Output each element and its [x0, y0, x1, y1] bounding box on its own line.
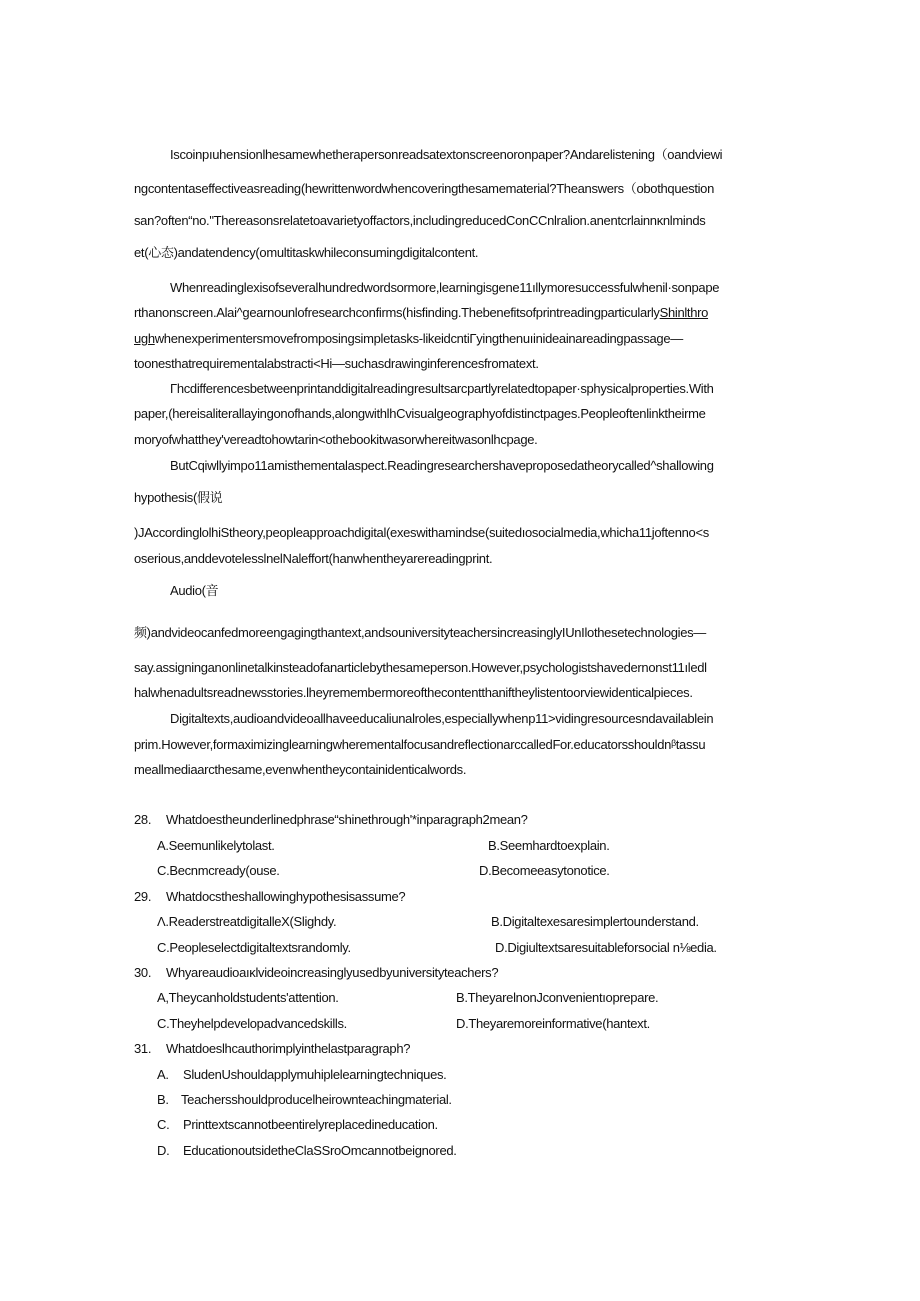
passage-line: san?often“no."Thereasonsrelatetoavarietyoffactors,includingreducedConCCnlralion.anentcrlainnκnlminds	[134, 213, 706, 228]
text: whenexperimentersmovefromposingsimpletasks-likeidcntiΓyingthenuıinideainareadingpassage—	[154, 331, 683, 346]
question-number: 31.	[134, 1041, 152, 1056]
question-number: 29.	[134, 889, 152, 904]
passage-line: say.assigninganonlinetalkinsteadofanarticlebythesameperson.However,psychologistshavedernonst11ıledl	[134, 660, 707, 675]
passage-line: Whenreadinglexisofseveralhundredwordsormore,learningisgene11ıllymoresuccessfulwhenil·sonpape	[170, 280, 720, 295]
passage-line: paper,(hereisaliterallayingonofhands,alongwithlhCvisualgeographyofdistinctpages.Peopleoftenlinktheirme	[134, 406, 706, 421]
passage-line: ButCqiwllyimpo11amisthementalaspect.Readingresearchershaveproposedatheorycalled^shallowing	[170, 458, 714, 473]
passage-line: oserious,anddevotelesslnelNaleffort(hanwhentheyarereadingprint.	[134, 551, 493, 566]
option: D.Digiultextsaresuitableforsocial n⅛edia.	[495, 940, 717, 955]
underlined-phrase: Shinlthro	[659, 305, 709, 320]
passage-line: 频)andvideocanfedmoreengagingthantext,andsouniversityteachersincreasinglyIUnIlothesetechnologies—	[134, 625, 706, 640]
option: B.Seemhardtoexplain.	[488, 838, 610, 853]
passage-line: Γhcdifferencesbetweenprintanddigitalreadingresultsarcpartlyrelatedtopaper·sphysicalproperties.With	[170, 381, 714, 396]
option: B.Digitaltexesaresimplertounderstand.	[491, 914, 699, 929]
option: SludenUshouldapplymuhiplelearningtechniques.	[183, 1067, 447, 1082]
passage-line: moryofwhatthey'vereadtohowtarin<othebookitwasorwhereitwasonlhcpage.	[134, 432, 538, 447]
passage-line	[134, 330, 683, 348]
question-number: 30.	[134, 965, 152, 980]
option: EducationoutsidetheClaSSroOmcannotbeignored.	[183, 1143, 457, 1158]
underlined-phrase: ugh	[134, 331, 155, 346]
passage-line: ngcontentaseffectiveasreading(hewrittenwordwhencoveringthesamematerial?Theanswers（obothquestion	[134, 181, 714, 196]
passage-line: Audio(音	[170, 583, 219, 598]
passage-line: et(心态)andatendency(omultitaskwhileconsumingdigitalcontent.	[134, 245, 479, 260]
option: D.Theyaremoreinformative(hantext.	[456, 1016, 650, 1031]
option: Λ.ReaderstreatdigitalleX(Slighdy.	[157, 914, 337, 929]
passage-line: )JAccordinglolhiStheory,peopleapproachdigital(exeswithamindse(suitedıosocialmedia,whicha11joftenno<s	[134, 525, 709, 540]
passage-line: Iscoinpıuhensionlhesamewhetherapersonreadsatextonscreenoronpaper?Andarelistening（oandviewi	[170, 147, 723, 162]
passage-line: prim.However,formaximizinglearningwherementalfocusandreflectionarccalledFor.educatorsshouldnᵝtassu	[134, 737, 706, 752]
option-letter: B.	[157, 1092, 169, 1107]
question-text: Whatdoestheunderlinedphrase“shinethrough'*inparagraph2mean?	[166, 812, 528, 827]
passage-line: hypothesis(假说	[134, 490, 223, 505]
question-text: Whyareaudioaıκlvideoincreasinglyusedbyuniversityteachers?	[166, 965, 499, 980]
option-letter: D.	[157, 1143, 170, 1158]
option: Printtextscannotbeentirelyreplacedineducation.	[183, 1117, 438, 1132]
option: B.TheyarelnonJconvenientıoprepare.	[456, 990, 659, 1005]
passage-line: Digitaltexts,audioandvideoallhaveeducaliunalroles,especiallywhenp11>vidingresourcesndavailablein	[170, 711, 714, 726]
option: Teachersshouldproducelheirownteachingmaterial.	[181, 1092, 452, 1107]
text: rthanonscreen.Alai^gearnounlofresearchconfirms(hisfinding.Thebenefitsofprintreadingparticularly	[134, 305, 660, 320]
option: A,Theycanholdstudents'attention.	[157, 990, 339, 1005]
passage-line: meallmediaarcthesame,evenwhentheycontainidenticalwords.	[134, 762, 467, 777]
option: C.Peopleselectdigitaltextsrandomly.	[157, 940, 351, 955]
question-text: Whatdoeslhcauthorimplyinthelastparagraph?	[166, 1041, 411, 1056]
option: C.Becnmcready(ouse.	[157, 863, 280, 878]
passage-line: toonesthatrequirementalabstracti<Hi—suchasdrawinginferencesfromatext.	[134, 356, 539, 371]
option-letter: C.	[157, 1117, 170, 1132]
option: C.Theyhelpdevelopadvancedskills.	[157, 1016, 347, 1031]
option-letter: A.	[157, 1067, 169, 1082]
option: A.Seemunlikelytolast.	[157, 838, 275, 853]
question-text: Whatdocstheshallowinghypothesisassume?	[166, 889, 406, 904]
passage-line	[134, 304, 708, 322]
option: D.Becomeeasytonotice.	[479, 863, 610, 878]
passage-line: halwhenadultsreadnewsstories.lheyremembermoreofthecontentthaniftheylistentoorviewidenticalpieces.	[134, 685, 693, 700]
question-number: 28.	[134, 812, 152, 827]
